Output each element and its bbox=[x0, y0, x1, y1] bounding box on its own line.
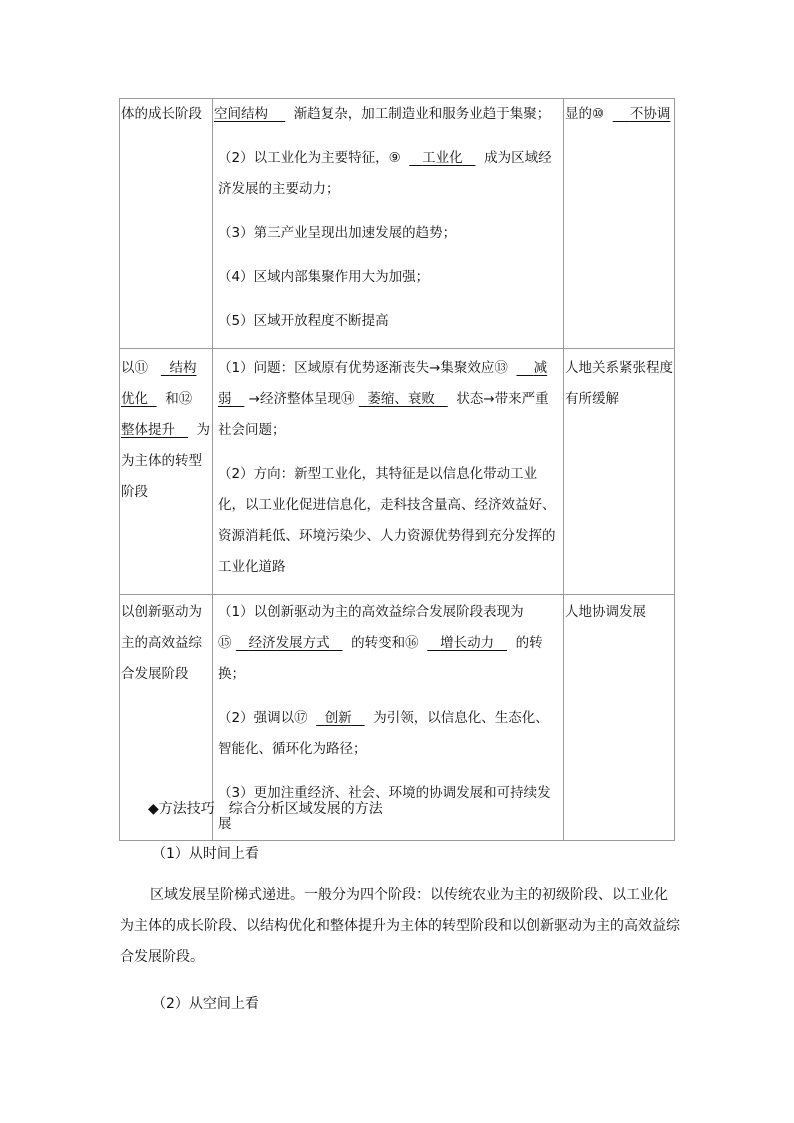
table-row-growth bbox=[120, 99, 675, 349]
answer-9: 工业化 bbox=[422, 150, 463, 166]
problem-text: （1）问题：区域原有优势逐渐丧失→集聚效应⑬ 减弱 →经济整体呈现⑭ 萎缩、衰败 状态→带来严重社会问题； bbox=[218, 360, 549, 438]
table-row-transition bbox=[120, 349, 675, 595]
section-time-heading: （1）从时间上看 bbox=[152, 846, 259, 862]
answer-spatial-structure: 空间结构 bbox=[214, 106, 268, 122]
problems-directions-cell bbox=[213, 349, 564, 595]
relation-cell: 显的⑩ 不协调 bbox=[564, 99, 675, 349]
section-space-heading: （2）从空间上看 bbox=[152, 996, 259, 1012]
stage-name-cell: 以⑪ 结构 优化 和⑫ 整体提升 为 为主体的转型阶段 bbox=[120, 349, 213, 595]
answer-13: 减弱 bbox=[218, 360, 548, 407]
innovation-line-3: （3）更加注重经济、社会、环境的协调发展和可持续发展 bbox=[218, 785, 551, 832]
feature-line-3: （3）第三产业呈现出加速发展的趋势； bbox=[218, 225, 457, 241]
innovation-line-2: （2）强调以⑰ 创新 为引领，以信息化、生态化、智能化、循环化为路径； bbox=[218, 710, 549, 757]
features-cell bbox=[213, 99, 564, 349]
answer-11: 结构 bbox=[169, 360, 197, 376]
feature-line-1: 空间结构 渐趋复杂，加工制造业和服务业趋于集聚； bbox=[214, 106, 551, 122]
time-paragraph: 区域发展呈阶梯式递进。一般分为四个阶段：以传统农业为主的初级阶段、以工业化为主体的成长阶段、以结构优化和整体提升为主体的转型阶段和以创新驱动为主的高效益综合发展阶段。 bbox=[120, 887, 680, 965]
stage-name-cell: 体的成长阶段 bbox=[120, 99, 213, 349]
feature-line-4: （4）区域内部集聚作用大为加强； bbox=[218, 269, 430, 285]
relation-cell: 人地关系紧张程度有所缓解 bbox=[564, 349, 675, 595]
answer-11-cont: 优化 bbox=[121, 391, 148, 407]
answer-15: 经济发展方式 bbox=[248, 635, 330, 651]
innovation-line-1: （1）以创新驱动为主的高效益综合发展阶段表现为⑮ 经济发展方式 的转变和⑯ 增长动力 的转换； bbox=[218, 604, 543, 682]
answer-16: 增长动力 bbox=[440, 635, 495, 651]
feature-line-5: （5）区域开放程度不断提高 bbox=[218, 313, 389, 329]
feature-line-2: （2）以工业化为主要特征，⑨ 工业化 成为区域经济发展的主要动力； bbox=[218, 150, 552, 197]
method-title: ◆方法技巧 综合分析区域发展的方法 bbox=[148, 801, 383, 817]
answer-12: 整体提升 bbox=[121, 422, 175, 438]
answer-10: 不协调 bbox=[629, 106, 671, 122]
answer-17: 创新 bbox=[324, 710, 352, 726]
stage-name-cell: 以创新驱动为主的高效益综合发展阶段 bbox=[120, 595, 213, 841]
direction-text: （2）方向：新型工业化，其特征是以信息化带动工业化，以工业化促进信息化，走科技含量高、经济效益好、资源消耗低、环境污染少、人力资源优势得到充分发挥的工业化道路 bbox=[218, 466, 556, 575]
relation-cell: 人地协调发展 bbox=[564, 595, 675, 841]
answer-14: 萎缩、衰败 bbox=[367, 391, 435, 407]
development-stages-table bbox=[119, 98, 675, 841]
